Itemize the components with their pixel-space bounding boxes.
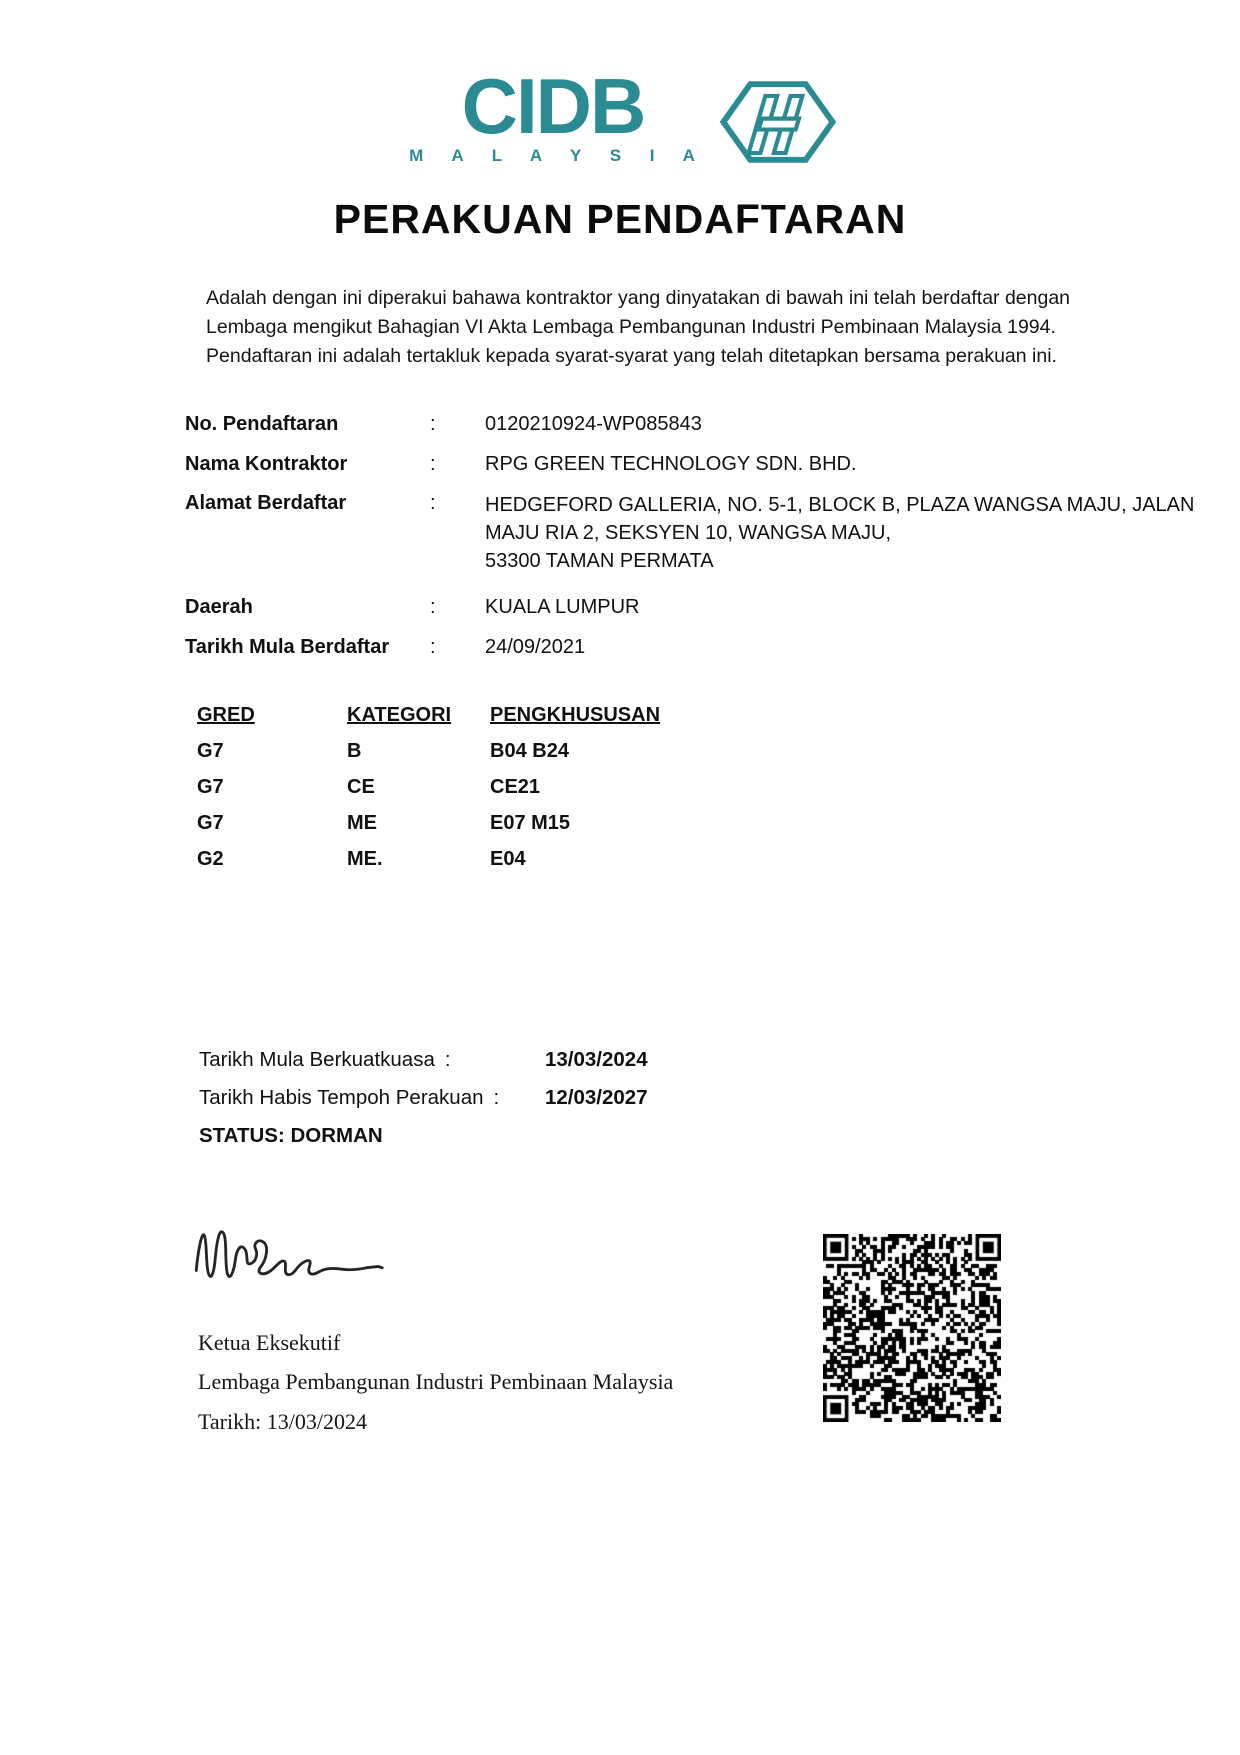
table-row [197, 733, 750, 769]
gred-cell: G2 [197, 847, 224, 870]
gred-cell: G7 [197, 739, 224, 762]
pengkhususan-cell: B04 B24 [490, 739, 569, 762]
issue-date-line: Tarikh: 13/03/2024 [198, 1409, 367, 1434]
intro-line: Lembaga mengikut Bahagian VI Akta Lembaga Pembangunan Industri Pembinaan Malaysia 1994. [206, 316, 1056, 338]
contractor-name: RPG GREEN TECHNOLOGY SDN. BHD. [485, 453, 857, 475]
organization-name: Lembaga Pembangunan Industri Pembinaan Malaysia [198, 1369, 674, 1394]
detail-label: Nama Kontraktor [185, 453, 348, 475]
registration-number: 0120210924-WP085843 [485, 413, 702, 435]
detail-row-tarikh-mula-berdaftar [185, 635, 585, 659]
pengkhususan-cell: E04 [490, 847, 526, 870]
intro-line: Adalah dengan ini diperakui bahawa kontraktor yang dinyatakan di bawah ini telah berdaftar dengan [206, 287, 1071, 309]
signature-scribble [186, 1222, 406, 1289]
registration-start-date: 24/09/2021 [485, 636, 586, 658]
column-header-gred: GRED [197, 703, 255, 726]
pengkhususan-cell: CE21 [490, 775, 541, 798]
detail-label: Tarikh Mula Berdaftar [185, 636, 390, 658]
table-row [197, 841, 750, 877]
colon-separator: : [430, 596, 436, 618]
colon-separator: : [430, 453, 436, 475]
registered-address [485, 491, 1194, 575]
address-line: MAJU RIA 2, SEKSYEN 10, WANGSA MAJU, [485, 522, 892, 544]
pengkhususan-cell: E07 M15 [490, 811, 571, 834]
column-header-pengkhususan: PENGKHUSUSAN [490, 703, 661, 726]
colon-separator: : [444, 1048, 451, 1071]
validity-label: Tarikh Habis Tempoh Perakuan [199, 1086, 484, 1109]
table-row [197, 805, 750, 841]
validity-row-start [199, 1047, 648, 1073]
colon-separator: : [430, 492, 436, 514]
intro-line: Pendaftaran ini adalah tertakluk kepada syarat-syarat yang telah ditetapkan bersama perakuan ini. [206, 345, 1057, 367]
gred-cell: G7 [197, 775, 224, 798]
detail-row-daerah [185, 595, 640, 619]
detail-label: Daerah [185, 596, 253, 618]
intro-paragraph [206, 284, 1070, 371]
address-line: 53300 TAMAN PERMATA [485, 550, 714, 572]
colon-separator: : [430, 636, 436, 658]
detail-row-nama-kontraktor [185, 452, 857, 476]
colon-separator: : [493, 1086, 500, 1109]
address-line: HEDGEFORD GALLERIA, NO. 5-1, BLOCK B, PLAZA WANGSA MAJU, JALAN [485, 494, 1195, 516]
colon-separator: : [430, 413, 436, 435]
detail-row-alamat [185, 491, 1194, 575]
signatory-title: Ketua Eksekutif [198, 1330, 341, 1355]
kategori-cell: CE [347, 775, 375, 798]
validity-row-end [199, 1085, 648, 1111]
expiry-date: 12/03/2027 [545, 1086, 648, 1109]
qr-code [823, 1234, 1001, 1422]
effective-start-date: 13/03/2024 [545, 1048, 648, 1071]
kategori-cell: ME. [347, 847, 383, 870]
table-row [197, 769, 750, 805]
cidb-logo-text [399, 62, 707, 166]
status-line: STATUS: DORMAN [199, 1124, 383, 1147]
grade-table [197, 697, 750, 877]
cidb-malaysia-text: M A L A Y S I A [409, 146, 707, 165]
hexagon-h-icon [715, 70, 841, 168]
column-header-kategori: KATEGORI [347, 703, 452, 726]
cidb-brand-text: CIDB [461, 62, 645, 150]
kategori-cell: B [347, 739, 362, 762]
detail-label: Alamat Berdaftar [185, 492, 347, 514]
district-value: KUALA LUMPUR [485, 596, 640, 618]
validity-label: Tarikh Mula Berkuatkuasa [199, 1048, 435, 1071]
cidb-logo [0, 62, 1240, 168]
detail-row-no-pendaftaran [185, 412, 702, 436]
grade-table-header [197, 697, 750, 733]
kategori-cell: ME [347, 811, 377, 834]
gred-cell: G7 [197, 811, 224, 834]
detail-label: No. Pendaftaran [185, 413, 339, 435]
page-title: PERAKUAN PENDAFTARAN [333, 196, 907, 242]
